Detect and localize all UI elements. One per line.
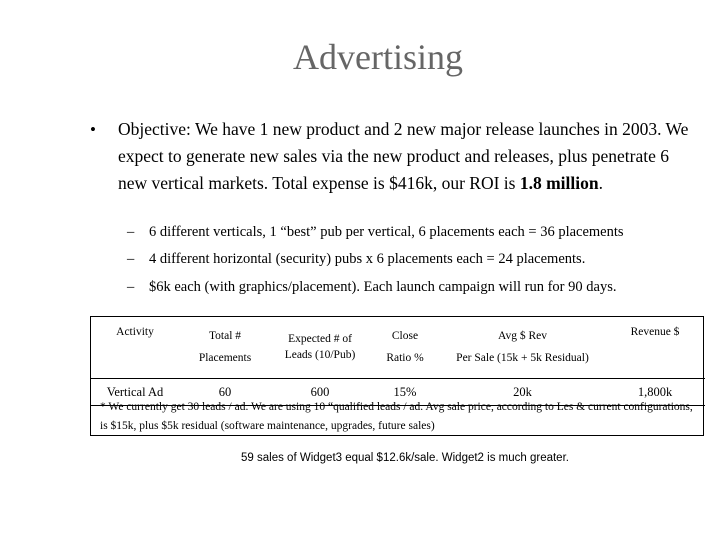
- header-activity: Activity: [90, 316, 180, 379]
- sub-bullet-cost: [127, 279, 616, 296]
- header-close-ratio: Close Ratio %: [370, 316, 440, 379]
- slide-title: Advertising: [293, 37, 463, 77]
- sub-bullet-text: 4 different horizontal (security) pubs x 6 placements each = 24 placements.: [149, 251, 586, 267]
- cell-leads: 600: [270, 379, 370, 406]
- dash-icon: –: [127, 251, 135, 267]
- header-revenue: Revenue $: [605, 316, 705, 379]
- table-footnote: * We currently get 30 leads / ad. We are using 10 “qualified leads / ad. Avg sale price, according to Les & current configurations, is $15k, plus $5k residual (software maintenance, upgrades, future sales): [100, 401, 693, 432]
- header-total-placements: Total # Placements: [180, 316, 270, 379]
- roi-table: [90, 316, 705, 406]
- dash-icon: –: [127, 279, 135, 295]
- caption: 59 sales of Widget3 equal $12.6k/sale. Widget2 is much greater.: [241, 452, 569, 464]
- dash-icon: –: [127, 224, 135, 240]
- sub-bullet-text: 6 different verticals, 1 “best” pub per vertical, 6 placements each = 36 placements: [149, 224, 624, 240]
- sub-bullet-text: $6k each (with graphics/placement). Each launch campaign will run for 90 days.: [149, 279, 617, 295]
- cell-placements: 60: [180, 379, 270, 406]
- objective-paragraph: [118, 116, 698, 197]
- cell-avg-rev: 20k: [440, 379, 605, 406]
- header-expected-leads: Expected # of Leads (10/Pub): [270, 316, 370, 379]
- sub-bullet-verticals: [127, 224, 624, 241]
- cell-close-ratio: 15%: [370, 379, 440, 406]
- objective-end: .: [598, 173, 603, 193]
- bullet-dot: •: [90, 120, 96, 139]
- sub-bullet-horizontal: [127, 251, 585, 268]
- roi-value: 1.8 million: [519, 173, 599, 193]
- objective-text: Objective: We have 1 new product and 2 new major release launches in 2003. We expect to generate new sales via the new product and releases, plus penetrate 6 new vertical markets. Total expense is $416k, our ROI is: [118, 119, 689, 193]
- cell-revenue: 1,800k: [605, 379, 705, 406]
- table-header-row: [90, 316, 705, 379]
- cell-activity: Vertical Ad: [90, 379, 180, 406]
- header-avg-rev: Avg $ Rev Per Sale (15k + 5k Residual): [440, 316, 605, 379]
